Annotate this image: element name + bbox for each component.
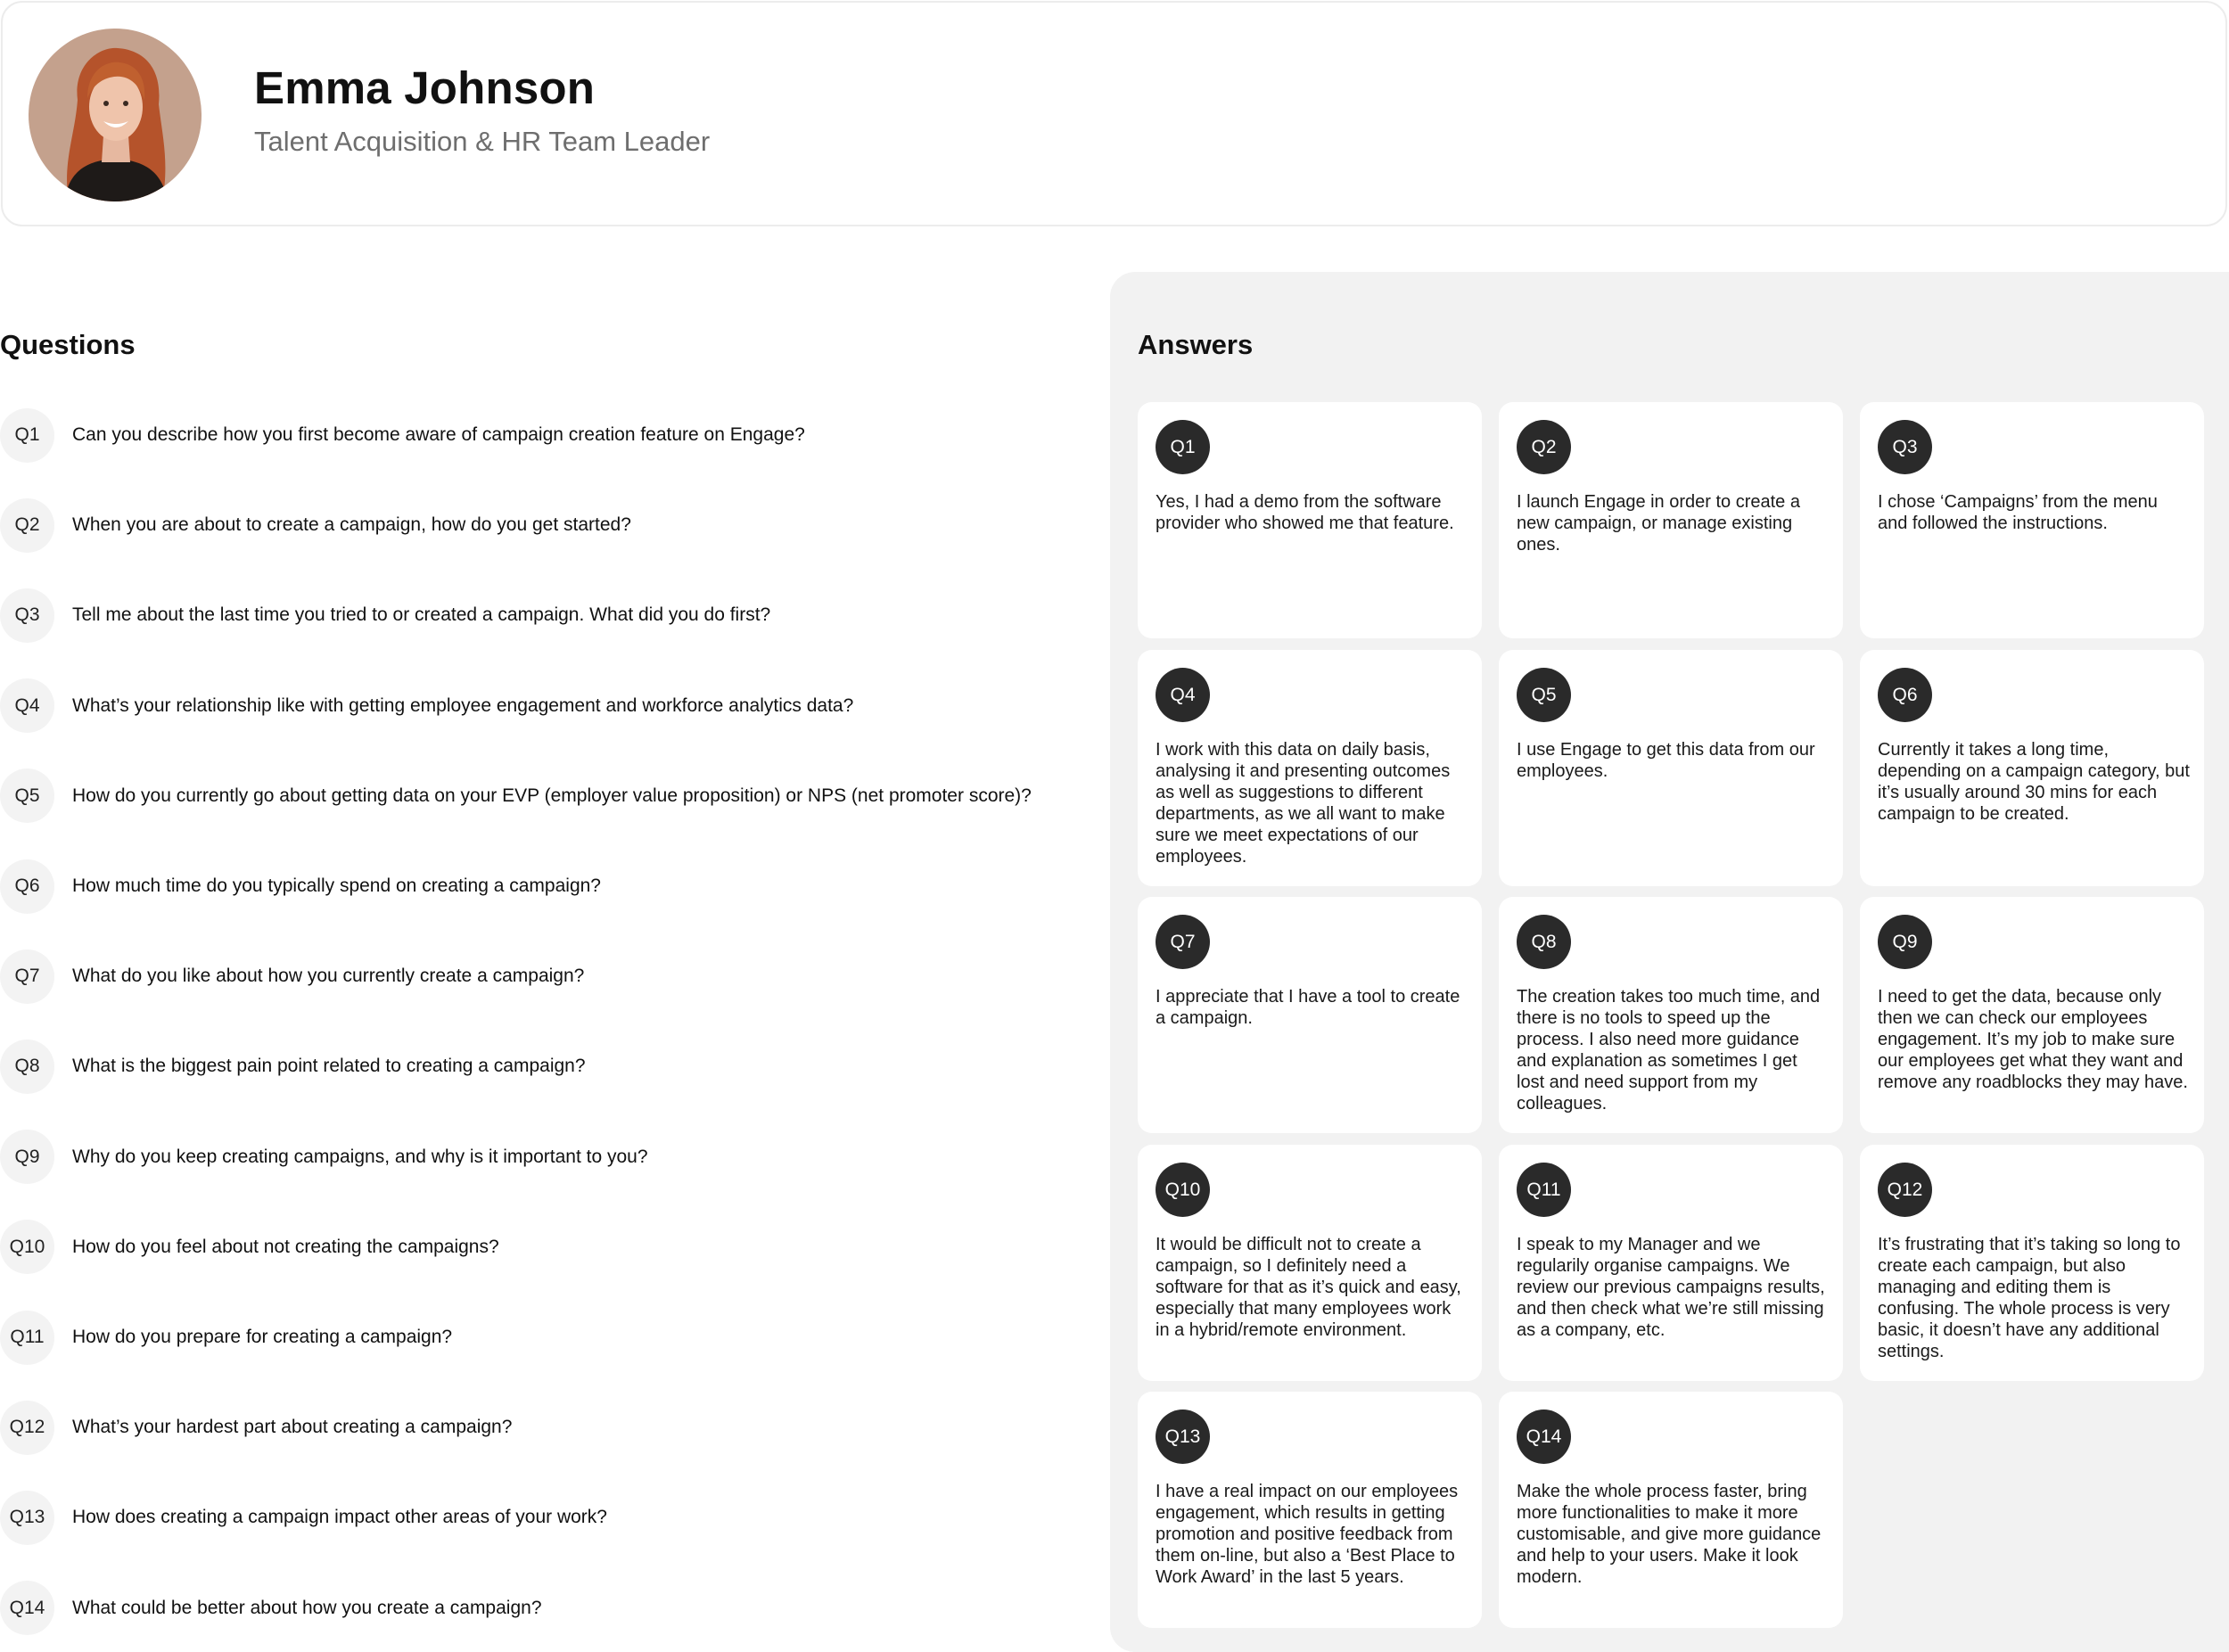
question-text: How do you feel about not creating the campaigns? bbox=[72, 1236, 499, 1257]
answer-number-badge: Q12 bbox=[1878, 1163, 1932, 1217]
question-row bbox=[0, 859, 1097, 914]
question-number-badge: Q12 bbox=[0, 1401, 54, 1455]
answer-card bbox=[1138, 1392, 1482, 1628]
question-text: How do you currently go about getting data on your EVP (employer value proposition) or NPS (net promoter score)? bbox=[72, 785, 1032, 806]
question-text: Can you describe how you first become aware of campaign creation feature on Engage? bbox=[72, 424, 805, 445]
answer-card bbox=[1138, 897, 1482, 1133]
question-number-badge: Q7 bbox=[0, 949, 54, 1004]
answer-card bbox=[1499, 897, 1843, 1133]
answer-text: I launch Engage in order to create a new campaign, or manage existing ones. bbox=[1517, 492, 1800, 555]
answer-text: I speak to my Manager and we regularily organise campaigns. We review our previous campaigns results, and then check what we’re still missing as a company, etc. bbox=[1517, 1235, 1825, 1340]
answer-text: It would be difficult not to create a campaign, so I definitely need a software for that as it’s quick and easy, especially that many employees work in a hybrid/remote environment. bbox=[1156, 1235, 1461, 1340]
answer-number-badge: Q8 bbox=[1517, 915, 1571, 969]
answer-text: I have a real impact on our employees engagement, which results in getting promotion and positive feedback from them on-line, but also a ‘Best Place to Work Award’ in the last 5 years. bbox=[1156, 1482, 1459, 1587]
question-text: Why do you keep creating campaigns, and why is it important to you? bbox=[72, 1146, 648, 1167]
answer-text: I appreciate that I have a tool to create a campaign. bbox=[1156, 987, 1460, 1028]
question-text: What’s your relationship like with getting employee engagement and workforce analytics data? bbox=[72, 694, 854, 716]
question-text: How do you prepare for creating a campaign? bbox=[72, 1327, 453, 1347]
question-number-badge: Q10 bbox=[0, 1220, 54, 1274]
question-number-badge: Q5 bbox=[0, 768, 54, 823]
question-text: What could be better about how you create a campaign? bbox=[72, 1597, 542, 1618]
question-row bbox=[0, 588, 1097, 643]
answer-text: Yes, I had a demo from the software provider who showed me that feature. bbox=[1156, 492, 1454, 533]
profile-name: Emma Johnson bbox=[254, 62, 596, 113]
question-number-badge: Q2 bbox=[0, 498, 54, 553]
answers-heading: Answers bbox=[1138, 329, 1254, 360]
question-row bbox=[0, 1310, 1097, 1365]
answer-card bbox=[1860, 1145, 2204, 1381]
answer-number-badge: Q14 bbox=[1517, 1410, 1571, 1464]
avatar bbox=[29, 29, 202, 201]
question-text: What do you like about how you currently create a campaign? bbox=[72, 966, 585, 987]
question-row bbox=[0, 1130, 1097, 1185]
answer-card bbox=[1860, 650, 2204, 886]
question-text: What’s your hardest part about creating a campaign? bbox=[72, 1417, 513, 1438]
answer-number-badge: Q9 bbox=[1878, 915, 1932, 969]
question-number-badge: Q14 bbox=[0, 1581, 54, 1635]
question-text: When you are about to create a campaign, how do you get started? bbox=[72, 514, 631, 536]
answer-number-badge: Q6 bbox=[1878, 668, 1932, 722]
answer-number-badge: Q1 bbox=[1156, 420, 1210, 474]
answer-text: I work with this data on daily basis, analysing it and presenting outcomes as well as suggestions to different departments, as we all want to make sure we meet expectations of our employees. bbox=[1156, 740, 1451, 867]
answer-text: It’s frustrating that it’s taking so long to create each campaign, but also managing and editing them is confusing. The whole process is very basic, it doesn’t have any additional settings. bbox=[1878, 1235, 2181, 1361]
answer-number-badge: Q3 bbox=[1878, 420, 1932, 474]
answer-number-badge: Q4 bbox=[1156, 668, 1210, 722]
question-text: How does creating a campaign impact other areas of your work? bbox=[72, 1507, 607, 1528]
question-text: How much time do you typically spend on creating a campaign? bbox=[72, 875, 601, 896]
answer-card bbox=[1860, 897, 2204, 1133]
question-row bbox=[0, 949, 1097, 1004]
question-row bbox=[0, 497, 1097, 553]
profile-card bbox=[1, 1, 2227, 226]
answer-card bbox=[1138, 402, 1482, 638]
answer-number-badge: Q10 bbox=[1156, 1163, 1210, 1217]
answer-number-badge: Q11 bbox=[1517, 1163, 1571, 1217]
question-number-badge: Q13 bbox=[0, 1491, 54, 1545]
question-row bbox=[0, 1220, 1097, 1275]
question-row bbox=[0, 1581, 1097, 1636]
question-number-badge: Q1 bbox=[0, 408, 54, 463]
question-row bbox=[0, 1400, 1097, 1455]
answer-card bbox=[1499, 402, 1843, 638]
answer-text: I chose ‘Campaigns’ from the menu and followed the instructions. bbox=[1878, 492, 2158, 533]
answer-number-badge: Q7 bbox=[1156, 915, 1210, 969]
answer-card bbox=[1860, 402, 2204, 638]
question-row bbox=[0, 407, 1097, 463]
answer-text: Make the whole process faster, bring more functionalities to make it more customisable, and give more guidance and help to your users. Make it look modern. bbox=[1517, 1482, 1822, 1587]
answer-number-badge: Q13 bbox=[1156, 1410, 1210, 1464]
answer-card bbox=[1138, 1145, 1482, 1381]
profile-role: Talent Acquisition & HR Team Leader bbox=[254, 126, 711, 157]
questions-heading: Questions bbox=[0, 329, 136, 360]
answer-text: I need to get the data, because only then we can check our employees engagement. It’s my job to make sure our employees get what they want and remove any roadblocks they may have. bbox=[1878, 987, 2188, 1092]
answer-card bbox=[1499, 1392, 1843, 1628]
question-row bbox=[0, 1490, 1097, 1545]
answer-text: I use Engage to get this data from our employees. bbox=[1517, 740, 1815, 781]
answers-panel bbox=[1110, 272, 2229, 1652]
answer-text: The creation takes too much time, and there is no tools to speed up the process. I also need more guidance and explanation as sometimes I get lost and need support from my colleagues. bbox=[1517, 987, 1821, 1114]
question-row bbox=[0, 1039, 1097, 1094]
answer-number-badge: Q2 bbox=[1517, 420, 1571, 474]
answer-card bbox=[1499, 1145, 1843, 1381]
answer-text: Currently it takes a long time, depending on a campaign category, but it’s usually around 30 mins for each campaign to be created. bbox=[1878, 740, 2190, 824]
question-number-badge: Q3 bbox=[0, 588, 54, 643]
question-number-badge: Q8 bbox=[0, 1040, 54, 1094]
answer-card bbox=[1499, 650, 1843, 886]
question-text: Tell me about the last time you tried to or created a campaign. What did you do first? bbox=[72, 604, 771, 626]
question-number-badge: Q4 bbox=[0, 678, 54, 733]
question-number-badge: Q9 bbox=[0, 1130, 54, 1184]
question-number-badge: Q11 bbox=[0, 1311, 54, 1365]
answer-number-badge: Q5 bbox=[1517, 668, 1571, 722]
question-text: What is the biggest pain point related to creating a campaign? bbox=[72, 1056, 586, 1077]
question-number-badge: Q6 bbox=[0, 859, 54, 914]
question-row bbox=[0, 678, 1097, 734]
question-row bbox=[0, 768, 1097, 824]
answer-card bbox=[1138, 650, 1482, 886]
